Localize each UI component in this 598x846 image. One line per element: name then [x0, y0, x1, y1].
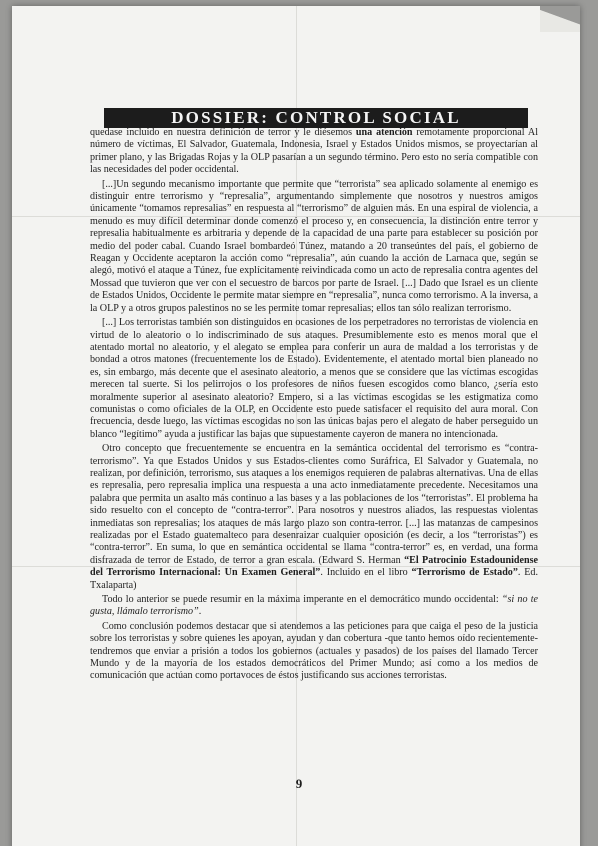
paragraph-text: . Ed. Txalaparta) — [90, 567, 538, 591]
bold-text: “Terrorismo de Estado” — [411, 567, 518, 579]
bold-text: una atención — [355, 127, 413, 138]
paragraph-text: . — [198, 606, 202, 618]
paragraph-text: quedase incluido en nuestra definición de terror y le diésemos — [90, 127, 356, 138]
torn-corner — [540, 6, 580, 32]
paragraph-text: remotamente proporcional Al número de víctimas, El Salvador, Guatemala, Indonesia, Israel y Estados Unidos mismos, se proyectarían al primer plano, y las Brigadas Rojas y la OLP pasarían a un segundo término. Pero esto no sería compatible con las necesidades del poder occidental. — [90, 127, 539, 176]
paragraph-text: Otro concepto que frecuentemente se encuentra en la semántica occidental del terrorismo es “contra-terrorismo”. Ya que Estados Unidos y sus Estados-clientes como Suráfrica, El Salvador y Guatemala, no realizan, por definición, terrorismo, sus ataques a los enemigos requieren de palabras alternativas. Una de ellas es represalia, pero represalia implica una respuesta a una acto inmediatamente precedente. Necesitamos una palabra que permita un asalto más continuo a las bases y a las poblaciones de los “terroristas”. El problema ha sido resuelto con el concepto de “contra-terror”. Para nosotros y nuestros aliados, las respuestas violentas inmediatas son represalias; los ataques de más largo plazo son contra-terror. [...] las matanzas de campesinos realizadas por el Estado guatemalteco para desenraizar cualquier oposición (es decir, a los “terroristas”) es “contra-terror”. En suma, lo que en semántica occidental se llama “contra-terror” es, en verdad, una forma disfrazada de terror de Estado, de terror a gran escala. (Edward S. Herman — [90, 443, 538, 566]
paragraph-text: [...] Los terroristas también son distinguidos en ocasiones de los perpetradores no terroristas de violencia en virtud de lo aleatorio o lo indiscriminado de sus ataques. Presumiblemente esto es menos moral que el atentado mortal no aleatorio, y el alegato se emplea para conferir un aura de maldad a los terroristas y de bondad a otros matones (frecuentemente los de Estado). Evidentemente, el atentado mortal bien planeado no es, sin embargo, más decente que el asesinato aleatorio, a menos que se considere que las víctimas escogidas merecen tal suerte. Si los pelirrojos o los profesores de niños fuesen escogidos como blanco, ¿sería esto moralmente superior al asesinato aleatorio? Empero, si a las víctimas escogidas se les estigmatiza como comunistas o como oficiales de la OLP, en Occidente esto puede satisfacer el requisito del aura moral. Con frecuencia, desde luego, las víctimas escogidas no son las únicas bajas pero el alegato de haber perseguido un blanco “legítimo” ayuda a justificar las bajas que supuestamente cayeron de manera no intencionada. — [90, 317, 538, 440]
paragraph-text: Como conclusión podemos destacar que si atendemos a las peticiones para que caiga el peso de la justicia sobre los terroristas y sobre quienes les apoyan, ayudan y dan cobertura -que tanto hemos oído recientemente- tendremos que enviar a prisión a todos los gobiernos (actuales y pasados) de los países del llamado Tercer Mundo y de la mayoría de los estados democráticos del Primer Mundo; así como a los medios de comunicación que actúan como portavoces de éstos justificando sus acciones terroristas. — [90, 620, 538, 682]
paragraph-text: Todo lo anterior se puede resumir en la máxima imperante en el democrático mundo occidental: — [102, 594, 502, 606]
article-body — [90, 127, 538, 685]
italic-text: “si no te gusta, llámalo terrorismo” — [90, 594, 538, 618]
page-number: 9 — [295, 776, 303, 791]
paragraph-text: [...]Un segundo mecanismo importante que permite que “terrorista” sea aplicado solamente al enemigo es distinguir entre terrorismo y “represalia”, argumentando simplemente que nosotros y nuestros amigos únicamente “tomamos represalias” en respuesta al “terrorismo” de alguien más. En una espiral de violencia, a menudo es muy difícil determinar donde comenzó el proceso y, en consecuencia, la distinción entre terror y represalia habitualmente es arbitraria y depende de la capacidad de una parte para establecer su posición por medio del poder cabal. Cuando Israel bombardeó Túnez, matando a 20 transeúntes del país, el gobierno de Reagan y Occidente aceptaron la acción como “represalia”, aún cuando la acción de Larnaca que, según se alegó, motivó el ataque a Túnez, fue explícitamente reivindicada como un acto de represalia contra agentes del Mossad que tuvieron que ver con el secuestro de barcos por parte de Israel. [...] Dado que Israel es un cliente de Estados Unidos, Occidente le permite matar siempre en “represalia”, nunca como terrorismo. A la inversa, a la OLP y a otros grupos palestinos no se les permite tomar represalias; ellos tan sólo realizan terrorismo. — [90, 178, 538, 314]
paragraph-text: . Incluido en el libro — [320, 567, 412, 579]
paragraph — [90, 317, 538, 441]
paragraph — [90, 443, 538, 592]
paragraph — [90, 127, 538, 177]
paragraph — [90, 621, 538, 683]
paragraph — [90, 594, 538, 619]
section-header: DOSSIER: CONTROL SOCIAL — [104, 108, 528, 128]
paragraph — [90, 179, 538, 315]
bold-text: “El Patrocinio Estadounidense del Terrorismo Internacional: Un Examen General” — [90, 554, 538, 579]
